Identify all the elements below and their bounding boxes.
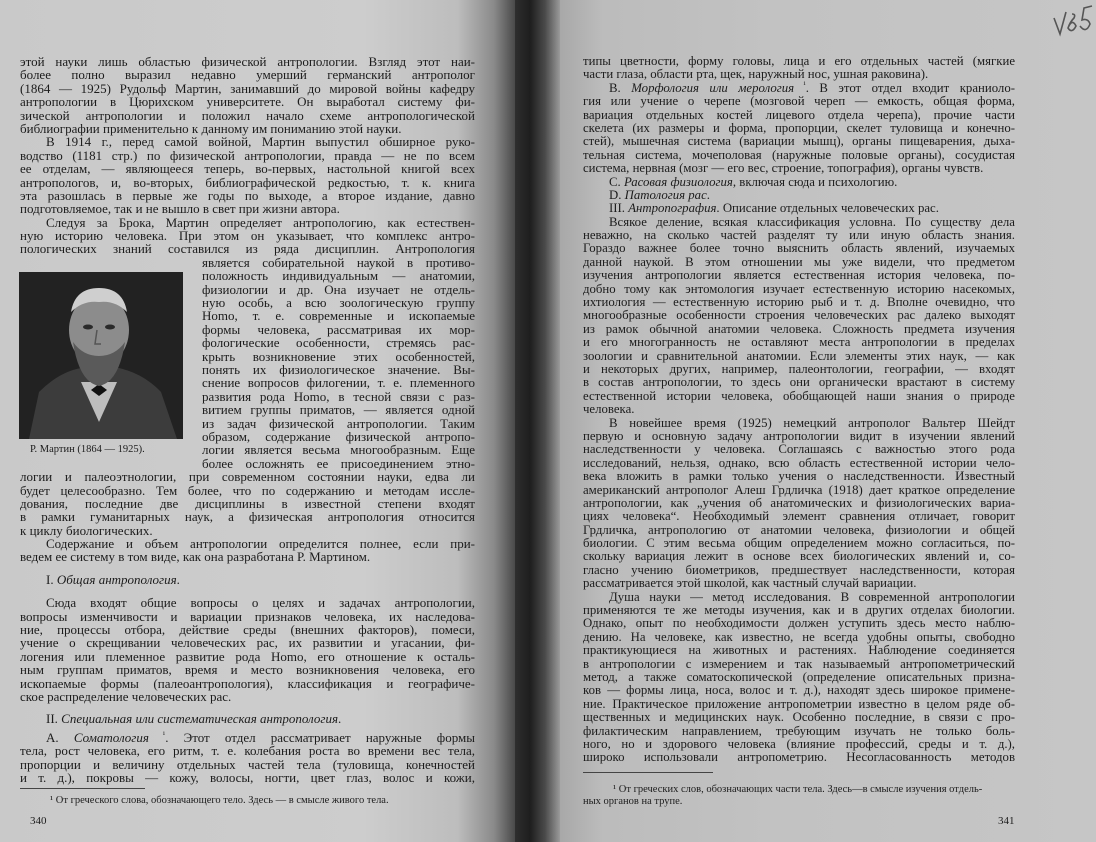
text-line: Содержание и объем антропологии определится полнее, если при-	[46, 536, 475, 552]
page-number: 341	[998, 815, 1015, 827]
footnote-line: ¹ От греческих слов, обозначающих части тела. Здесь—в смысле изучения отдель-	[613, 784, 983, 795]
text-line	[583, 189, 1015, 202]
text-line: ную историю человека. При этом он указывает, что комплекс антро-	[20, 228, 475, 244]
text-line: фологические особенности, стремясь рас-	[202, 335, 475, 351]
text-line: пропорции и величину отдельных частей тела (туловища, конечностей	[20, 756, 475, 772]
footnote-divider	[583, 772, 713, 773]
text-line: водство (1181 стр.) по физической антропологии, правда — не по всем	[20, 147, 475, 163]
text-line: антропологов, и, во-вторых, библиографической редкостью, т. к. книга	[20, 174, 475, 190]
text-line: и некоторых других, например, палеонтологии, географии, — входят	[583, 361, 1015, 376]
text-line: снение вопросов филогении, т. е. племенного	[202, 375, 475, 391]
text-line: гия или учение о черепе (мозговой череп — емкость, общая форма,	[583, 94, 1015, 109]
text-line: эта разошлась в первые же годы по выходе, а второе издание, давно	[20, 187, 475, 203]
text-span: . Описание отдельных человеческих рас.	[716, 201, 939, 216]
text-line: типы цветности, форму головы, лица и его отдельных частей (мягкие	[583, 54, 1015, 68]
text-line: рассматривается этой школой, как частный случай вариации.	[583, 576, 917, 591]
text-line: Гораздо важнее более точно выяснить область явлений, изучаемых	[583, 241, 1015, 256]
text-line: ние, процессы отбора, действие среды (внешних факторов), помеси,	[20, 622, 475, 638]
text-line: ведем ее систему в том виде, как она разработана Р. Мартином.	[20, 549, 371, 565]
section-heading	[20, 712, 475, 725]
text-line: в состав антропологии, то здесь они органически врастают в систему	[583, 375, 1015, 390]
text-line: Сюда входят общие вопросы о целях и задачах антропологии,	[46, 595, 475, 611]
text-line: к циклу биологических.	[20, 522, 153, 538]
text-line: в рамки гуманитарных наук, а физическая антропология относится	[20, 509, 475, 525]
book-gutter	[515, 0, 565, 842]
text-line: тела, рост человека, его ритм, т. е. колебания роста во времени вес тела,	[20, 743, 475, 759]
heading-text: I.	[46, 571, 57, 587]
text-span: , включая сюда и психологию.	[732, 174, 898, 189]
section-heading	[20, 573, 475, 586]
text-line: ного, но и здорового человека (влияние профессий, среды и т. д.),	[583, 736, 1015, 751]
emphasized-term: Антропография	[628, 201, 717, 216]
text-line: положность индивидуальным — анатомии,	[202, 268, 475, 284]
text-line: пологических знаний составился из ряда дисциплин. Антропология	[20, 241, 475, 257]
text-line	[583, 202, 1015, 215]
text-line: логии и палеоэтнологии, при современном состоянии науки, едва ли	[20, 469, 475, 485]
text-line: В новейшее время (1925) немецкий антрополог Вальтер Шейдт	[609, 415, 1015, 430]
text-line: Homo, т. е. современные и ископаемые	[202, 308, 475, 324]
text-line: ископаемые формы (палеоантропология), классификация и географиче-	[20, 675, 475, 691]
text-line: формы человека, рассматривая их мор-	[202, 321, 475, 337]
text-line: зической антропологии и положил начало схеме антропологической	[20, 107, 475, 123]
text-line: многообразные особенности строения человеческих рас далеко выходят	[583, 308, 1015, 323]
photo-caption: Р. Мартин (1864 — 1925).	[30, 444, 145, 455]
text-line: библиографии применительно к данному им пониманию этой науки.	[20, 120, 402, 136]
text-span: .	[706, 187, 710, 202]
text-line: и т. д.), покровы — кожу, волосы, ногти, цвет глаз, волос и кожи,	[20, 769, 475, 785]
text-line: ихтиология — естественную историю рыб и т. д. Вполне очевидно, что	[583, 295, 1015, 310]
portrait-photo	[19, 272, 183, 439]
right-page-text	[583, 55, 1015, 765]
heading-text: .	[338, 711, 342, 727]
text-line: гласно учению биометриков, предшествует наследственности, которая	[583, 562, 1015, 577]
text-span: . Этот отдел рассматривает наружные формы	[165, 729, 475, 745]
text-line: изучения антропологии является естественная история человека, по-	[583, 268, 1015, 283]
text-line: добно тому как энтомология изучает естественную историю насекомых,	[583, 281, 1015, 296]
text-line: является собирательной наукой в противо-	[202, 254, 475, 270]
text-line: и его многогранность не оставляют места антропологии в пределах	[583, 335, 1015, 350]
text-line: подготовляемое, так и не вышло в свет при жизни автора.	[20, 201, 340, 217]
text-line: наследственности у человека. Соглашаясь с важностью этого рода	[583, 442, 1015, 457]
text-line: вариация отдельных костей лицевого отдела черепа), прочие части	[583, 107, 1015, 122]
emphasized-term: Патология рас	[624, 187, 707, 202]
text-line: части глаза, области рта, щек, наружный нос, ушная раковина).	[583, 67, 929, 82]
text-line: антропологии в Цюрихском университете. Он выработал систему фи-	[20, 94, 475, 110]
footnote	[583, 784, 1015, 808]
footnote: ¹ От греческого слова, обозначающего тело. Здесь — в смысле живого тела.	[50, 795, 389, 806]
text-line: Всякое деление, всякая классификация условна. По существу дела	[609, 214, 1015, 229]
text-line: Следуя за Брока, Мартин определяет антропологию, как естествен-	[46, 214, 475, 230]
text-line: биологии. С этим весьма общим определением можно согласиться, по-	[583, 536, 1015, 551]
text-line: ным группам приматов, время и место возникновения человека, его	[20, 662, 475, 678]
heading-title: Специальная или систематическая антропология	[61, 711, 338, 727]
text-line	[583, 176, 1015, 189]
text-line: в антропологии с измерением и так называемый антропометрический	[583, 656, 1015, 671]
text-line: Однако, опыт по необходимости должен уступить здесь место наблю-	[583, 616, 1015, 631]
text-line: неважно, на сколько частей разделят ту или иную область знания.	[583, 228, 1015, 243]
text-line: (1864 — 1925) Рудольф Мартин, занимавший до мировой войны кафедру	[20, 80, 475, 96]
text-span: D.	[609, 187, 625, 202]
page-number: 340	[30, 815, 47, 827]
text-line: дования, последние две дисциплины в известной степени входят	[20, 495, 475, 511]
text-line: Грдличка, антропологию от анатомии человека, физиологии и общей	[583, 522, 1015, 537]
text-line: крыть возникновение этих особенностей,	[202, 348, 475, 364]
footnote-line: ных органов на трупе.	[583, 796, 683, 807]
text-line: более полно выразил недавно умерший германский антрополог	[20, 67, 475, 83]
text-line: этой науки лишь областью физической антропологии. Взгляд этот наи-	[20, 54, 475, 69]
text-line: антропологии, как „учения об анатомических и физиологических вариа-	[583, 495, 1015, 510]
text-line: циях человека“. Необходимый элемент сравнения отличает, говорит	[583, 509, 1015, 524]
text-span: В.	[609, 80, 632, 95]
text-line: человека.	[583, 402, 635, 417]
text-line: образом, содержание физической антропо-	[202, 428, 475, 444]
text-span: III.	[609, 201, 629, 216]
text-line: применяются те же методы изучения, как и в других отделах биологии.	[583, 603, 1015, 618]
text-line: скелета (их размеры и форма, пропорции, скелет туловища и конечно-	[583, 120, 1015, 135]
text-line: витием группы приматов, — является одной	[202, 402, 475, 418]
text-line: ков — формы лица, носа, волос и т. д.), находят здесь широкое примене-	[583, 683, 1015, 698]
text-line: широко использовали антропометрию. Несогласованность методов	[583, 750, 1015, 765]
text-span: А.	[46, 729, 74, 745]
text-line: зоологии и сравнительной анатомии. Если элементы этих наук, — как	[583, 348, 1015, 363]
text-line: из задач физической антропологии. Таким	[202, 415, 475, 431]
text-line: вопросы изменчивости и вариации признаков человека, их наследова-	[20, 608, 475, 624]
left-page	[0, 0, 520, 842]
heading-text: .	[176, 571, 180, 587]
text-line: более осложнять ее присоединением этно-	[202, 455, 475, 471]
text-line: ское распределение человеческих рас.	[20, 688, 232, 704]
text-line: метод, а также соматоскопической (определение описательных призна-	[583, 669, 1015, 684]
text-span: . В этот отдел входит краниоло-	[805, 80, 1015, 95]
text-line: скольку вариация лежит в основе всех биологических явлений и, со-	[583, 549, 1015, 564]
text-line: понять их физиологическое значение. Вы-	[202, 361, 475, 377]
footnote-marker: ¹	[794, 79, 806, 89]
text-line: ние. Практическое приложение антропометрии известно в целом ряде об-	[583, 696, 1015, 711]
text-line: практикующиеся на животных и растениях. Наблюдение соединяется	[583, 643, 1015, 658]
text-line	[583, 79, 1015, 95]
heading-text: II.	[46, 711, 62, 727]
text-line: развития рода Homo, в тесной связи с раз-	[202, 388, 475, 404]
text-line: из рамок обычной анатомии человека. Сложность предмета изучения	[583, 321, 1015, 336]
text-line: американский антрополог Алеш Грдличка (1918) дает краткое определение	[583, 482, 1015, 497]
heading-title: Общая антропология	[56, 571, 177, 587]
emphasized-term: Соматология	[73, 729, 149, 745]
text-line: тельная система, мочеполовая (наружные половые органы), сосудистая	[583, 147, 1015, 162]
text-line: система, нервная (мозг — его вес, строение, топография), органы чувств.	[583, 161, 984, 176]
text-line: первую и основную задачу антропологии видит в изучении явлений	[583, 428, 1015, 443]
text-line: щественных и медицинских наук. Особенно последние, в связи с про-	[583, 710, 1015, 725]
text-line: учение о скрещивании человеческих рас, их развитии и угасании, фи-	[20, 635, 475, 651]
text-line: данной наукой. В этом отношении мы уже видели, что предметом	[583, 254, 1015, 269]
text-line: В 1914 г., перед самой войной, Мартин выпустил обширное руко-	[46, 134, 475, 150]
text-line: Душа науки — метод исследования. В современной антропологии	[609, 589, 1015, 604]
text-line: века вложить в рамки только учения о наследственности. Известный	[583, 469, 1015, 484]
right-page	[560, 0, 1096, 842]
text-line: филактическим направлением, требующим изучать не только боль-	[583, 723, 1015, 738]
text-line: стей), мышечная система (вариации мышц), органы пищеварения, дыха-	[583, 134, 1015, 149]
text-line: будет целесообразно. Тем более, что по содержанию и методам иссле-	[20, 482, 475, 498]
text-span: С.	[609, 174, 624, 189]
emphasized-term: Расовая физиология	[623, 174, 733, 189]
text-line: ее отделам, — являющееся теперь, во-первых, настольной книгой всех	[20, 161, 475, 177]
text-line: дению. На человеке, как известно, не всегда удобны опыты, свободно	[583, 629, 1015, 644]
handwritten-note	[1050, 4, 1094, 38]
text-line: ную особь, а всю зоологическую группу	[202, 295, 475, 311]
emphasized-term: Морфология или мерология	[631, 80, 795, 95]
footnote-marker: ¹	[148, 729, 166, 739]
text-line: естественной истории человека, обобщающей наши знания о природе	[583, 388, 1015, 403]
text-line	[20, 731, 475, 744]
text-line: логии является весьма многообразным. Еще	[202, 442, 475, 458]
text-line: физиологии и др. Она изучает не отдель-	[202, 281, 475, 297]
footnote-divider	[20, 788, 145, 789]
text-line: исследований, нельзя, однако, всю область естественной истории чело-	[583, 455, 1015, 470]
text-line: логения или племенное развитие рода Homo, его отношение к осталь-	[20, 648, 475, 664]
